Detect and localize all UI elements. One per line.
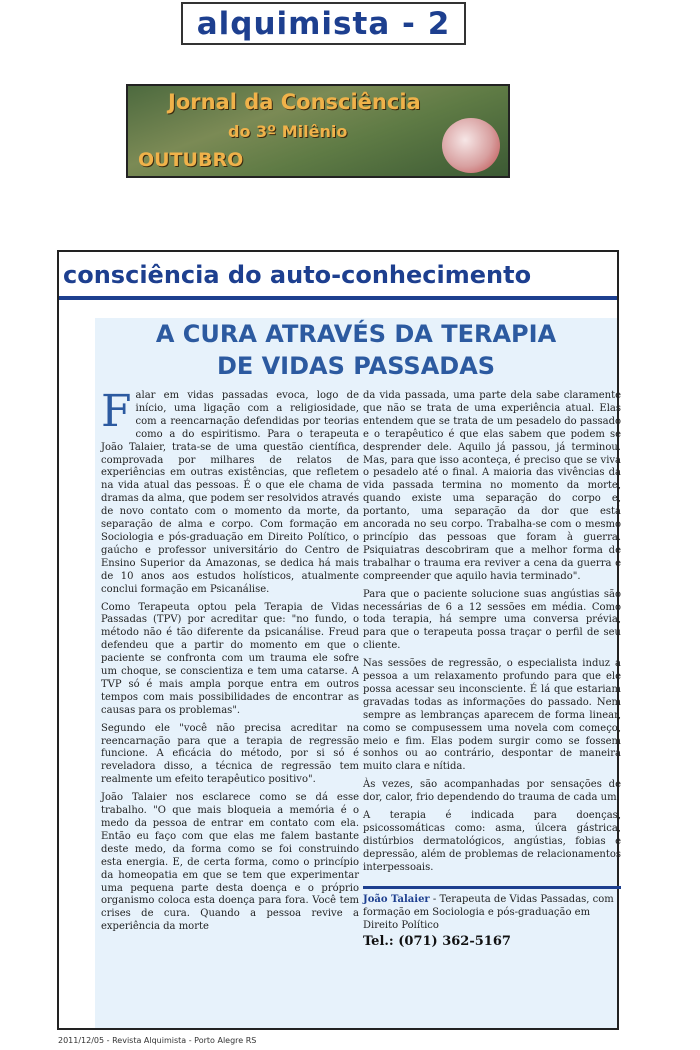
author-phone: Tel.: (071) 362-5167 xyxy=(363,934,511,949)
section-rule xyxy=(59,296,617,300)
author-bio: - Terapeuta de Vidas Passadas, com formação em Sociologia e pós-graduação em Direito Político xyxy=(363,894,614,931)
headline-line-1: A CURA ATRAVÉS DA TERAPIA xyxy=(155,320,557,348)
masthead-title: alquimista - 2 xyxy=(196,5,451,42)
author-box xyxy=(363,886,621,948)
author-name: João Talaier xyxy=(363,894,430,905)
paragraph: Falar em vidas passadas evoca, logo de início, uma ligação com a religiosidade, com a reencarnação defendidas por teorias como a do espiritismo. Para o terapeuta João Talaier, trata-se de uma questão científica, comprovada por milhares de relatos de experiências em outras existências, que refletem na vida atual das pessoas. É o que ele chama de dramas da alma, que podem ser resolvidos através de novo contato com o momento da morte, da separação de alma e corpo. Com formação em Sociologia e pós-graduação em Direito Político, o gaúcho e professor universitário do Centro de Ensino Superior da Amazonas, se dedica há mais de 10 anos aos estudos holísticos, atualmente conclui formação em Psicanálise. xyxy=(101,386,359,595)
article-box xyxy=(57,250,619,1030)
author-line xyxy=(363,893,621,932)
page-footer: 2011/12/05 - Revista Alquimista - Porto Alegre RS xyxy=(58,1036,257,1045)
masthead xyxy=(181,2,466,45)
drop-cap: F xyxy=(101,386,132,437)
headline-line-2: DE VIDAS PASSADAS xyxy=(216,352,496,380)
paragraph: Como Terapeuta optou pela Terapia de Vidas Passadas (TPV) por acreditar que: "no fundo, o método não é tão diferente da psicanálise. Freud defendeu que a partir do momento em que o paciente se confronta com um trauma ele sofre um choque, se conscientiza e tem uma catarse. A TVP só é mais ampla porque entra em outros tempos com mais possibilidades de encontrar as causas para os problemas". xyxy=(101,601,359,716)
article-panel xyxy=(95,318,621,1028)
section-header xyxy=(59,258,617,292)
paragraph: Nas sessões de regressão, o especialista induz a pessoa a um relaxamento profundo para que ele possa acessar seu inconsciente. É lá que estariam gravadas todas as informações do passado. Nem sempre as lembranças aparecem de forma linear, como se compusessem uma novela com começo, meio e fim. Elas podem surgir como se fossem sonhos ou ao contrário, despontar de maneira muito clara e nítida. xyxy=(363,658,621,773)
article-column-right xyxy=(363,390,621,880)
journal-banner xyxy=(126,84,510,178)
banner-title: Jornal da Consciência xyxy=(168,90,421,114)
paragraph: João Talaier nos esclarece como se dá esse trabalho. "O que mais bloqueia a memória é o medo da pessoa de entrar em contato com ela. Então eu faço com que elas me falem bastante deste medo, da forma como se foi construindo esta energia. E, de certa forma, como o princípio da homeopatia em que se tem que experimentar uma pequena parte desta doença e o próprio organismo coloca esta doença para fora. Você tem crises de cura. Quando a pessoa revive a experiência da morte xyxy=(101,792,359,933)
paragraph: Para que o paciente solucione suas angústias são necessárias de 6 a 12 sessões em média. Como toda terapia, há sempre uma conversa prévia, para que o terapeuta possa traçar o perfil de seu cliente. xyxy=(363,588,621,652)
article-column-left xyxy=(101,386,359,939)
banner-subtitle: do 3º Milênio xyxy=(228,122,348,141)
article-headline xyxy=(95,318,617,382)
banner-month: OUTUBRO xyxy=(138,149,244,171)
section-title: consciência do auto-conhecimento xyxy=(63,261,532,289)
banner-illustration xyxy=(442,118,500,173)
paragraph: Às vezes, são acompanhadas por sensações de dor, calor, frio dependendo do trauma de cada um. xyxy=(363,779,621,804)
paragraph: Segundo ele "você não precisa acreditar na reencarnação para que a terapia de regressão funcione. A eficácia do método, por si só é reveladora disso, a técnica de regressão tem realmente um efeito terapêutico positivo". xyxy=(101,722,359,786)
paragraph: A terapia é indicada para doenças, psicossomáticas como: asma, úlcera gástrica, distúrbios dermatológicos, angústias, fobias e depressão, além de problemas de relacionamentos interpessoais. xyxy=(363,810,621,873)
paragraph: da vida passada, uma parte dela sabe claramente que não se trata de uma experiência atual. Elas entendem que se trata de um pesadelo do passado e o terapêutico é que elas sabem que podem se desprender dele. Aquilo já passou, já terminou. Mas, para que isso aconteça, é preciso que se viva o pesadelo até o final. A maioria das vivências da vida passada termina no momento da morte, quando existe uma separação do corpo e, portanto, uma separação da dor que está ancorada no seu corpo. Trabalha-se com o mesmo princípio das pessoas que foram à guerra. Psiquiatras descobriram que a melhor forma de trabalhar o trauma era reviver a cena da guerra e compreender que aquilo havia terminado". xyxy=(363,390,621,582)
